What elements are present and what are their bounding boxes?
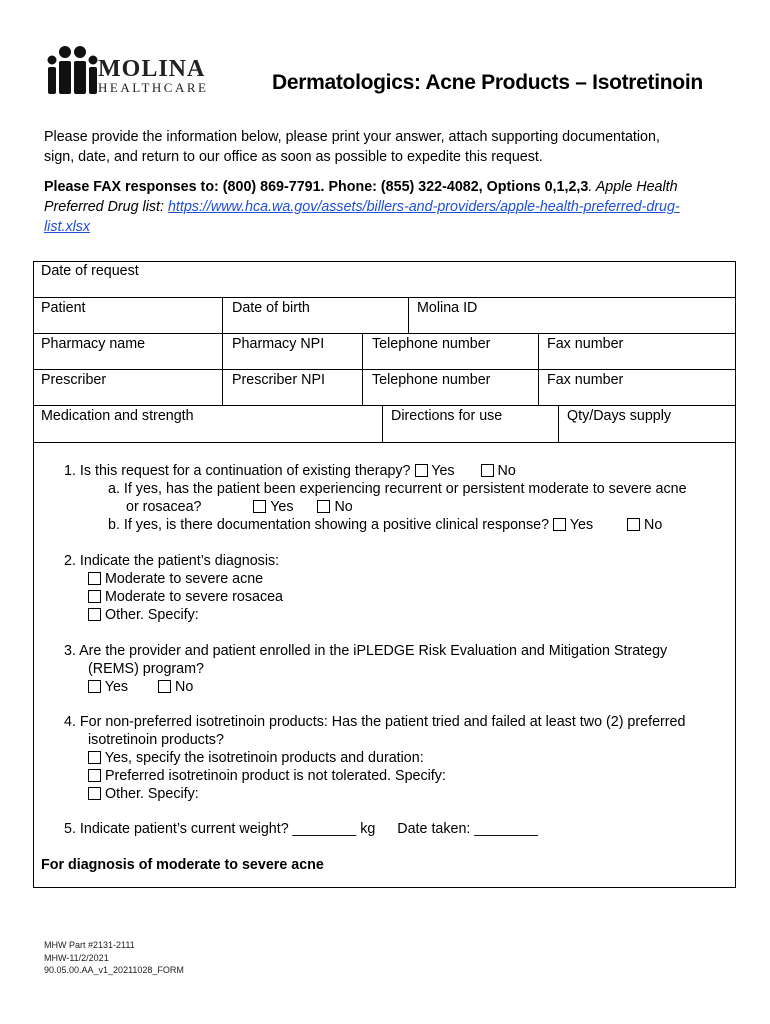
fax-instructions bbox=[44, 177, 724, 237]
col-divider bbox=[362, 333, 363, 405]
pharmacy-fax-field[interactable]: Fax number bbox=[547, 336, 624, 352]
q1-no-label: No bbox=[497, 463, 516, 479]
date-of-request-field[interactable]: Date of request bbox=[41, 263, 139, 279]
q2-other-label: Other. Specify: bbox=[104, 607, 199, 623]
medication-strength-field[interactable]: Medication and strength bbox=[41, 408, 194, 424]
q4-yes-checkbox[interactable] bbox=[88, 751, 101, 764]
preferred-drug-list-label: . Apple Health Preferred Drug list: bbox=[44, 179, 678, 215]
q3-options bbox=[88, 678, 193, 696]
footer-revision-date: MHW-11/2/2021 bbox=[44, 952, 109, 963]
intro-line-1: Please provide the information below, please print your answer, attach supporting documentation, bbox=[44, 129, 660, 145]
question-1-text: 1. Is this request for a continuation of existing therapy? bbox=[64, 463, 411, 479]
patient-field[interactable]: Patient bbox=[41, 300, 86, 316]
question-1b bbox=[108, 516, 662, 534]
q1-no-checkbox[interactable] bbox=[481, 464, 494, 477]
prescriber-field[interactable]: Prescriber bbox=[41, 372, 107, 388]
intro-line-2: sign, date, and return to our office as soon as possible to expedite this request. bbox=[44, 149, 543, 165]
fax-phone-text: Please FAX responses to: (800) 869-7791. Phone: (855) 322-4082, Options 0,1,2,3 bbox=[44, 179, 589, 195]
row-divider bbox=[33, 297, 736, 298]
row-divider bbox=[33, 405, 736, 406]
q1b-yes-checkbox[interactable] bbox=[553, 518, 566, 531]
row-divider bbox=[33, 333, 736, 334]
col-divider bbox=[558, 405, 559, 442]
q4-option-3 bbox=[88, 785, 199, 803]
q2-option-2 bbox=[88, 588, 283, 606]
q1-yes-label: Yes bbox=[431, 463, 455, 479]
weight-field[interactable]: 5. Indicate patient’s current weight? ________ kg bbox=[64, 821, 376, 837]
q2-rosacea-checkbox[interactable] bbox=[88, 590, 101, 603]
question-2: 2. Indicate the patient’s diagnosis: bbox=[64, 553, 280, 569]
q3-yes-checkbox[interactable] bbox=[88, 680, 101, 693]
q4-option-1 bbox=[88, 749, 424, 767]
prescriber-fax-field[interactable]: Fax number bbox=[547, 372, 624, 388]
molina-logo-icon bbox=[44, 44, 98, 96]
q3-no-label: No bbox=[175, 679, 194, 695]
footer-form-code: 90.05.00.AA_v1_20211028_FORM bbox=[44, 965, 184, 975]
q2-acne-checkbox[interactable] bbox=[88, 572, 101, 585]
molina-id-field[interactable]: Molina ID bbox=[417, 300, 478, 316]
q1a-no-checkbox[interactable] bbox=[317, 500, 330, 513]
directions-for-use-field[interactable]: Directions for use bbox=[391, 408, 503, 424]
date-taken-field[interactable]: Date taken: ________ bbox=[397, 821, 538, 837]
prescriber-npi-field[interactable]: Prescriber NPI bbox=[232, 372, 325, 388]
preferred-drug-list-link[interactable]: https://www.hca.wa.gov/assets/billers-and-providers/apple-health-preferred-drug-list.xlsx bbox=[44, 199, 680, 235]
row-divider bbox=[33, 369, 736, 370]
q1b-yes-label: Yes bbox=[569, 517, 594, 533]
col-divider bbox=[222, 297, 223, 405]
question-1a-cont bbox=[126, 498, 353, 516]
pharmacy-npi-field[interactable]: Pharmacy NPI bbox=[232, 336, 325, 352]
q1b-no-label: No bbox=[644, 517, 663, 533]
prescriber-telephone-field[interactable]: Telephone number bbox=[372, 372, 491, 388]
q4-not-tolerated-label: Preferred isotretinoin product is not tolerated. Specify: bbox=[104, 768, 446, 784]
question-3: 3. Are the provider and patient enrolled in the iPLEDGE Risk Evaluation and Mitigation Strategy bbox=[64, 643, 668, 659]
logo-subtitle: HEALTHCARE bbox=[98, 80, 209, 95]
section-heading-acne: For diagnosis of moderate to severe acne bbox=[41, 857, 324, 873]
intro-text bbox=[44, 127, 724, 167]
q2-other-checkbox[interactable] bbox=[88, 608, 101, 621]
q3-yes-label: Yes bbox=[104, 679, 129, 695]
col-divider bbox=[408, 297, 409, 333]
page-title: Dermatologics: Acne Products – Isotretinoin bbox=[272, 71, 703, 94]
q4-other-label: Other. Specify: bbox=[104, 786, 199, 802]
q4-other-checkbox[interactable] bbox=[88, 787, 101, 800]
question-1 bbox=[64, 462, 516, 480]
logo-wordmark: MOLINA bbox=[98, 56, 206, 82]
question-1a: a. If yes, has the patient been experiencing recurrent or persistent moderate to severe acne bbox=[108, 481, 687, 497]
footer-part-number: MHW Part #2131-2111 bbox=[44, 940, 135, 950]
q1-yes-checkbox[interactable] bbox=[415, 464, 428, 477]
pharmacy-telephone-field[interactable]: Telephone number bbox=[372, 336, 491, 352]
q4-option-2 bbox=[88, 767, 446, 785]
q2-option-3 bbox=[88, 606, 199, 624]
q2-option-1 bbox=[88, 570, 263, 588]
q4-yes-label: Yes, specify the isotretinoin products and duration: bbox=[104, 750, 424, 766]
q2-acne-label: Moderate to severe acne bbox=[104, 571, 264, 587]
col-divider bbox=[382, 405, 383, 442]
q1a-yes-checkbox[interactable] bbox=[253, 500, 266, 513]
question-3-cont: (REMS) program? bbox=[88, 661, 204, 677]
q1b-no-checkbox[interactable] bbox=[627, 518, 640, 531]
pharmacy-name-field[interactable]: Pharmacy name bbox=[41, 336, 146, 352]
q1a-no-label: No bbox=[334, 499, 353, 515]
question-4: 4. For non-preferred isotretinoin products: Has the patient tried and failed at least two (2) preferred bbox=[64, 714, 686, 730]
form-footer bbox=[44, 939, 184, 977]
question-1a-text: or rosacea? bbox=[126, 499, 202, 515]
question-4-cont: isotretinoin products? bbox=[88, 732, 224, 748]
q3-no-checkbox[interactable] bbox=[158, 680, 171, 693]
col-divider bbox=[538, 333, 539, 405]
question-5 bbox=[64, 820, 538, 838]
q4-not-tolerated-checkbox[interactable] bbox=[88, 769, 101, 782]
q2-rosacea-label: Moderate to severe rosacea bbox=[104, 589, 283, 605]
q1a-yes-label: Yes bbox=[270, 499, 294, 515]
qty-days-supply-field[interactable]: Qty/Days supply bbox=[567, 408, 672, 424]
row-divider bbox=[33, 442, 736, 443]
date-of-birth-field[interactable]: Date of birth bbox=[232, 300, 310, 316]
question-1b-text: b. If yes, is there documentation showing a positive clinical response? bbox=[108, 517, 550, 533]
